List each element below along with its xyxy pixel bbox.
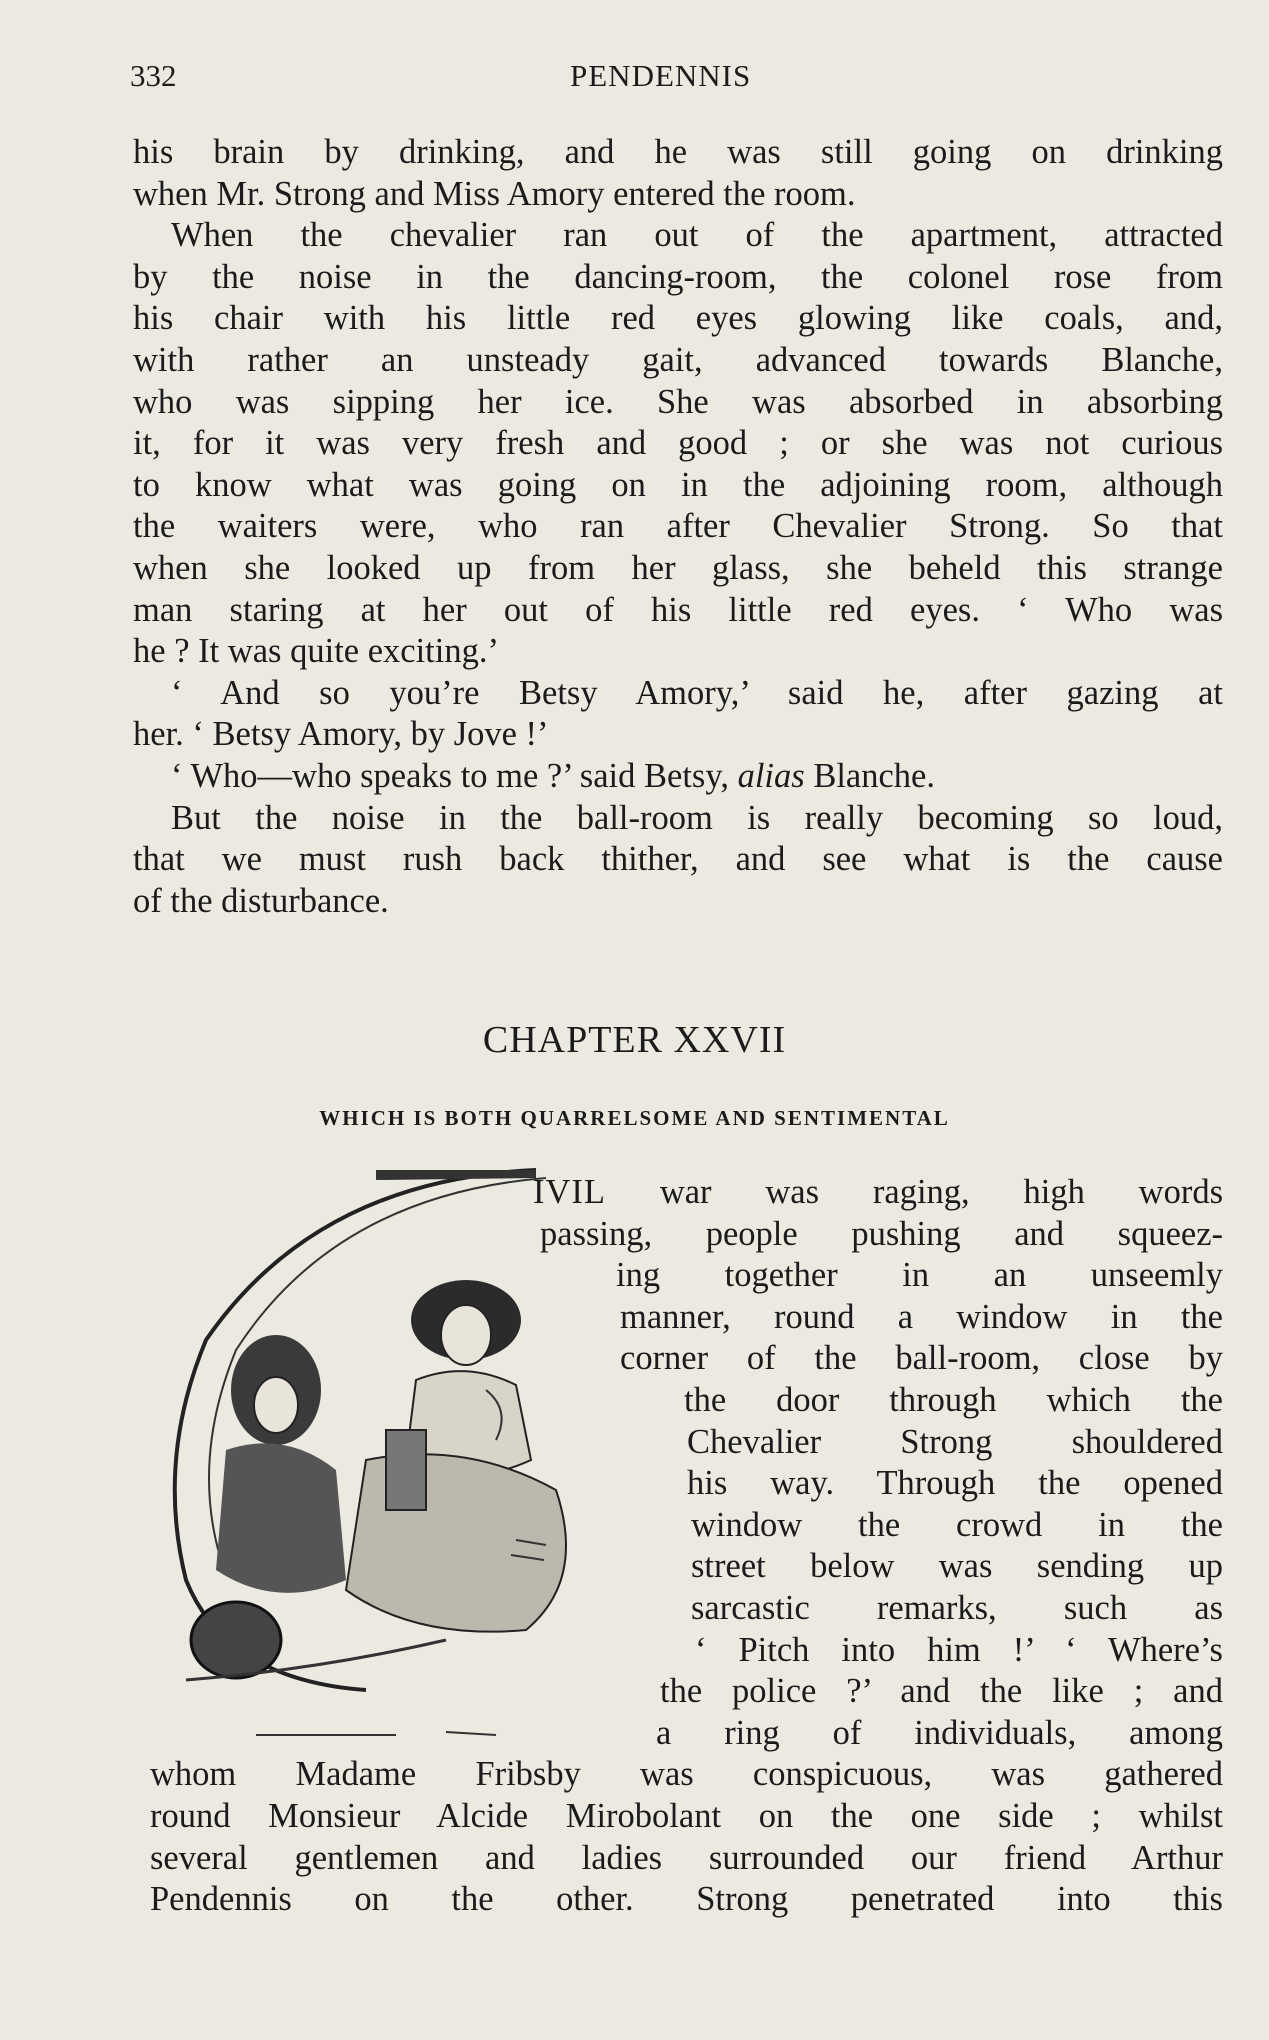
text-line: when Mr. Strong and Miss Amory entered the room. [133, 174, 856, 213]
text-line: when she looked up from her glass, she beheld this strange [133, 548, 1223, 587]
running-head [130, 58, 1230, 100]
text-line: ‘ And so you’re Betsy Amory,’ said he, after gazing at [171, 673, 1223, 712]
text-line: manner, round a window in the [620, 1297, 1223, 1336]
text-line: sarcastic remarks, such as [691, 1589, 1223, 1627]
text-line: street below was sending up [691, 1547, 1223, 1586]
text-segment: Blanche. [813, 756, 935, 795]
text-line: a ring of individuals, among [656, 1713, 1223, 1752]
text-line: the police ?’ and the like ; and [660, 1672, 1223, 1711]
text-line: ‘ Pitch into him !’ ‘ Where’s [695, 1630, 1223, 1669]
text-line: window the crowd in the [691, 1505, 1223, 1544]
text-line: several gentlemen and ladies surrounded our friend Arthur [150, 1838, 1223, 1877]
text-line: ing together in an unseemly [616, 1256, 1223, 1295]
text-line [533, 1172, 1223, 1214]
text-line: it, for it was very fresh and good ; or she was not curious [133, 424, 1223, 463]
page-number: 332 [130, 58, 177, 93]
drop-cap-word: IVIL [533, 1173, 606, 1211]
text-line: passing, people pushing and squeez- [540, 1214, 1223, 1253]
text-line: who was sipping her ice. She was absorbed in absorbing [133, 382, 1223, 421]
text-line: with rather an unsteady gait, advanced towards Blanche, [133, 340, 1223, 379]
text-line: Pendennis on the other. Strong penetrated into this [150, 1880, 1223, 1919]
text-line: Chevalier Strong shouldered [687, 1422, 1223, 1461]
text-line: by the noise in the dancing-room, the colonel rose from [133, 257, 1223, 296]
text-line: to know what was going on in the adjoining room, although [133, 465, 1223, 504]
text-line: that we must rush back thither, and see what is the cause [133, 840, 1223, 879]
text-line: When the chevalier ran out of the apartment, attracted [171, 216, 1223, 255]
text-line [133, 756, 1223, 798]
text-line: her. ‘ Betsy Amory, by Jove !’ [133, 715, 549, 754]
italic-word: alias [737, 756, 805, 795]
text-line: the waiters were, who ran after Chevalier Strong. So that [133, 507, 1223, 546]
text-line: of the disturbance. [133, 881, 389, 920]
text-line: the door through which the [684, 1381, 1223, 1419]
opening-paragraphs [133, 132, 1223, 922]
text-line: man staring at her out of his little red eyes. ‘ Who was [133, 590, 1223, 629]
text-line: round Monsieur Alcide Mirobolant on the one side ; whilst [150, 1797, 1223, 1835]
text-line: But the noise in the ball-room is really becoming so loud, [171, 798, 1223, 837]
chapter-title: CHAPTER XXVII [482, 1019, 787, 1061]
text-line: he ? It was quite exciting.’ [133, 632, 499, 671]
text-segment: war was raging, high words [659, 1173, 1224, 1211]
text-segment: ‘ Who—who speaks to me ?’ said Betsy, [171, 756, 729, 795]
chapter-subtitle: WHICH IS BOTH QUARRELSOME AND SENTIMENTAL [319, 1106, 950, 1130]
text-line: his way. Through the opened [687, 1464, 1223, 1503]
text-line: corner of the ball-room, close by [620, 1339, 1223, 1378]
running-title: PENDENNIS [570, 58, 752, 93]
text-line: his brain by drinking, and he was still going on drinking [133, 133, 1223, 171]
text-line: whom Madame Fribsby was conspicuous, was gathered [150, 1755, 1223, 1794]
text-line: his chair with his little red eyes glowing like coals, and, [133, 299, 1223, 338]
